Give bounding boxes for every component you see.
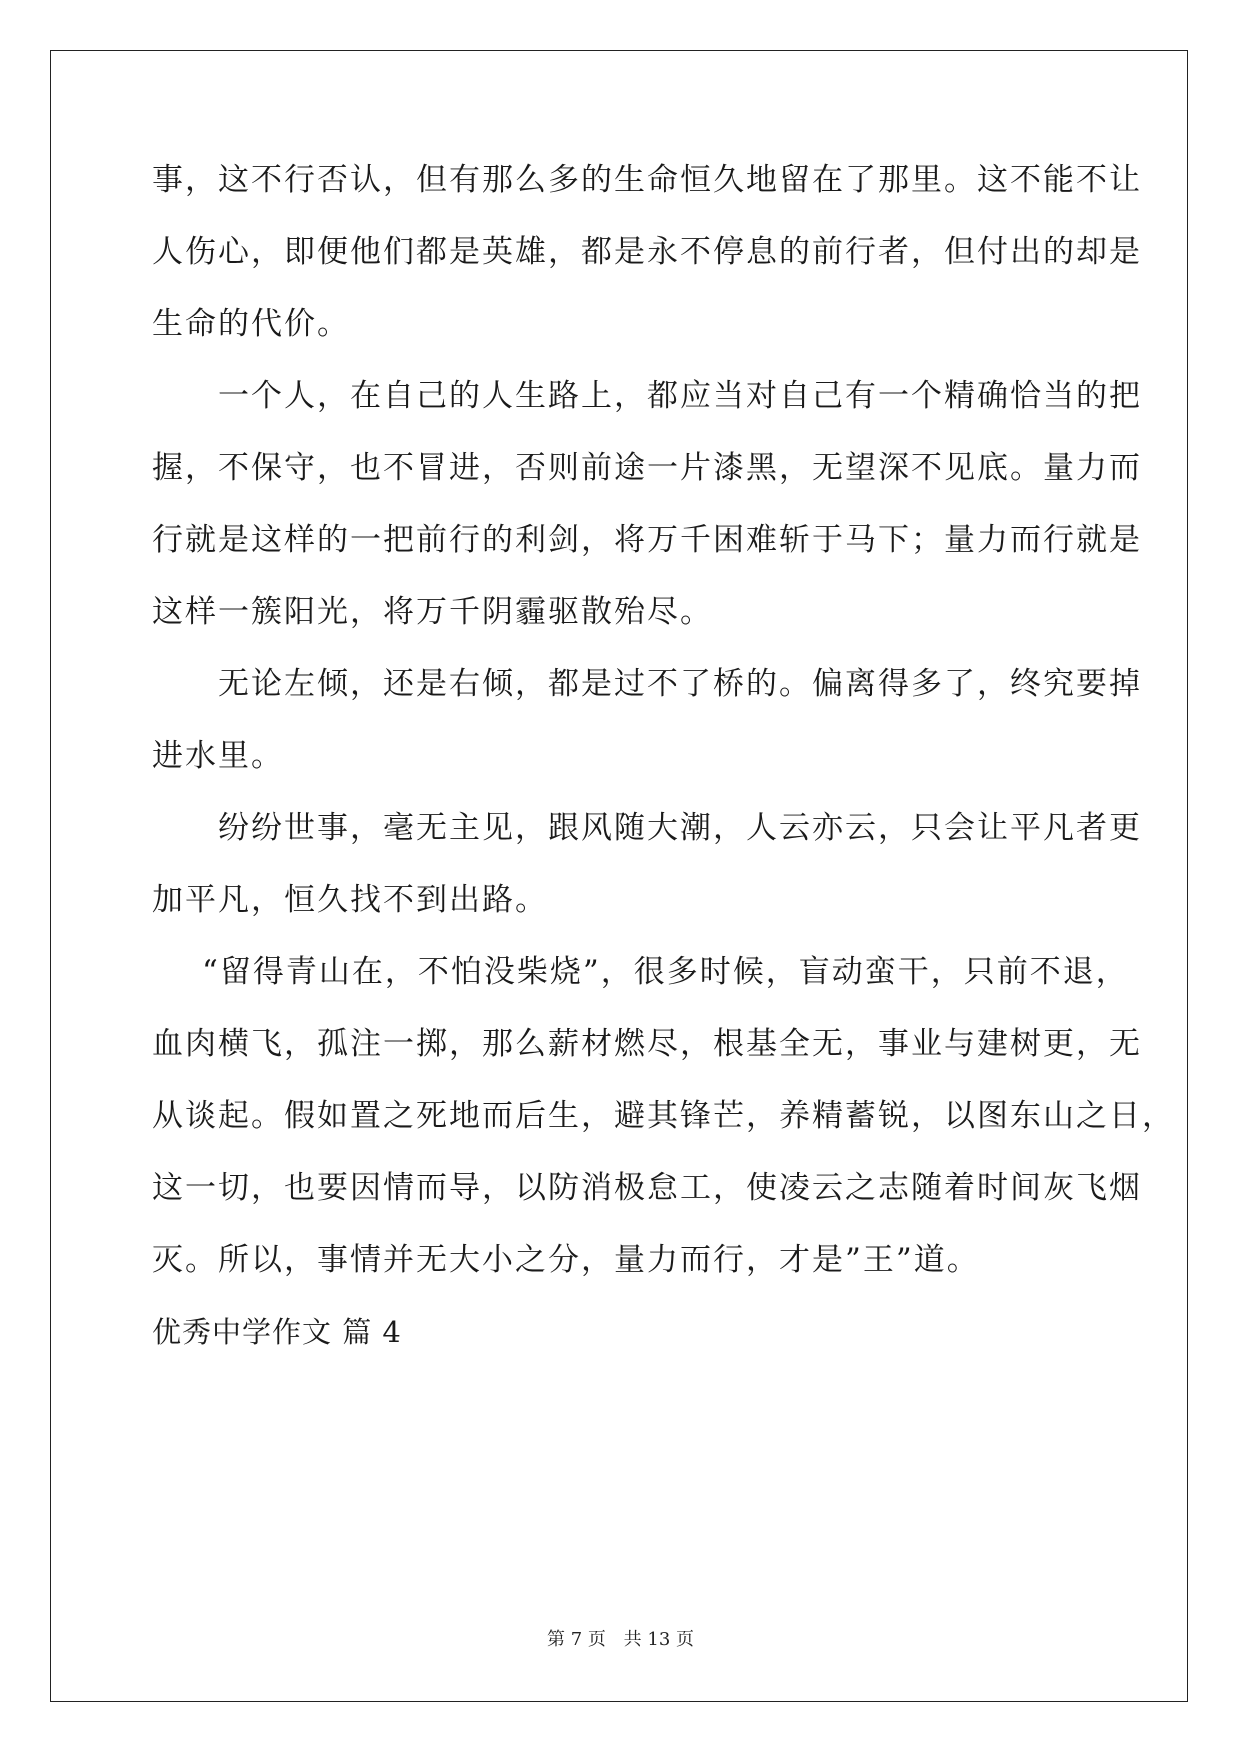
text-line: 事，这不行否认，但有那么多的生命恒久地留在了那里。这不能不让 [152, 162, 1142, 198]
page-footer [0, 1625, 1241, 1651]
page-total: 共 13 页 [623, 1629, 694, 1650]
text-line: 加平凡，恒久找不到出路。 [152, 882, 548, 918]
text-line: 这样一簇阳光，将万千阴霾驱散殆尽。 [152, 594, 713, 630]
text-line: 纷纷世事，毫无主见，跟风随大潮，人云亦云，只会让平凡者更 [218, 810, 1142, 846]
text-line: 一个人，在自己的人生路上，都应当对自己有一个精确恰当的把 [218, 378, 1142, 414]
text-line: 灭。所以，事情并无大小之分，量力而行，才是”王”道。 [152, 1242, 980, 1278]
document-body [152, 160, 1175, 1352]
section-heading: 优秀中学作文 篇 4 [152, 1315, 402, 1349]
text-line: 生命的代价。 [152, 306, 350, 342]
text-line: 无论左倾，还是右倾，都是过不了桥的。偏离得多了，终究要掉 [218, 666, 1142, 702]
text-line: 人伤心，即便他们都是英雄，都是永不停息的前行者，但付出的却是 [152, 234, 1142, 270]
text-line: 进水里。 [152, 738, 284, 774]
text-line: 行就是这样的一把前行的利剑，将万千困难斩于马下；量力而行就是 [152, 522, 1142, 558]
page-number: 第 7 页 [547, 1629, 606, 1650]
text-line: 这一切，也要因情而导，以防消极怠工，使凌云之志随着时间灰飞烟 [152, 1170, 1142, 1206]
text-line: 握，不保守，也不冒进，否则前途一片漆黑，无望深不见底。量力而 [152, 450, 1142, 486]
text-line: “留得青山在，不怕没柴烧”，很多时候，盲动蛮干，只前不退， [202, 954, 1129, 990]
text-line: 血肉横飞，孤注一掷，那么薪材燃尽，根基全无，事业与建树更，无 [152, 1026, 1142, 1062]
text-line: 从谈起。假如置之死地而后生，避其锋芒，养精蓄锐，以图东山之日， [152, 1098, 1175, 1134]
